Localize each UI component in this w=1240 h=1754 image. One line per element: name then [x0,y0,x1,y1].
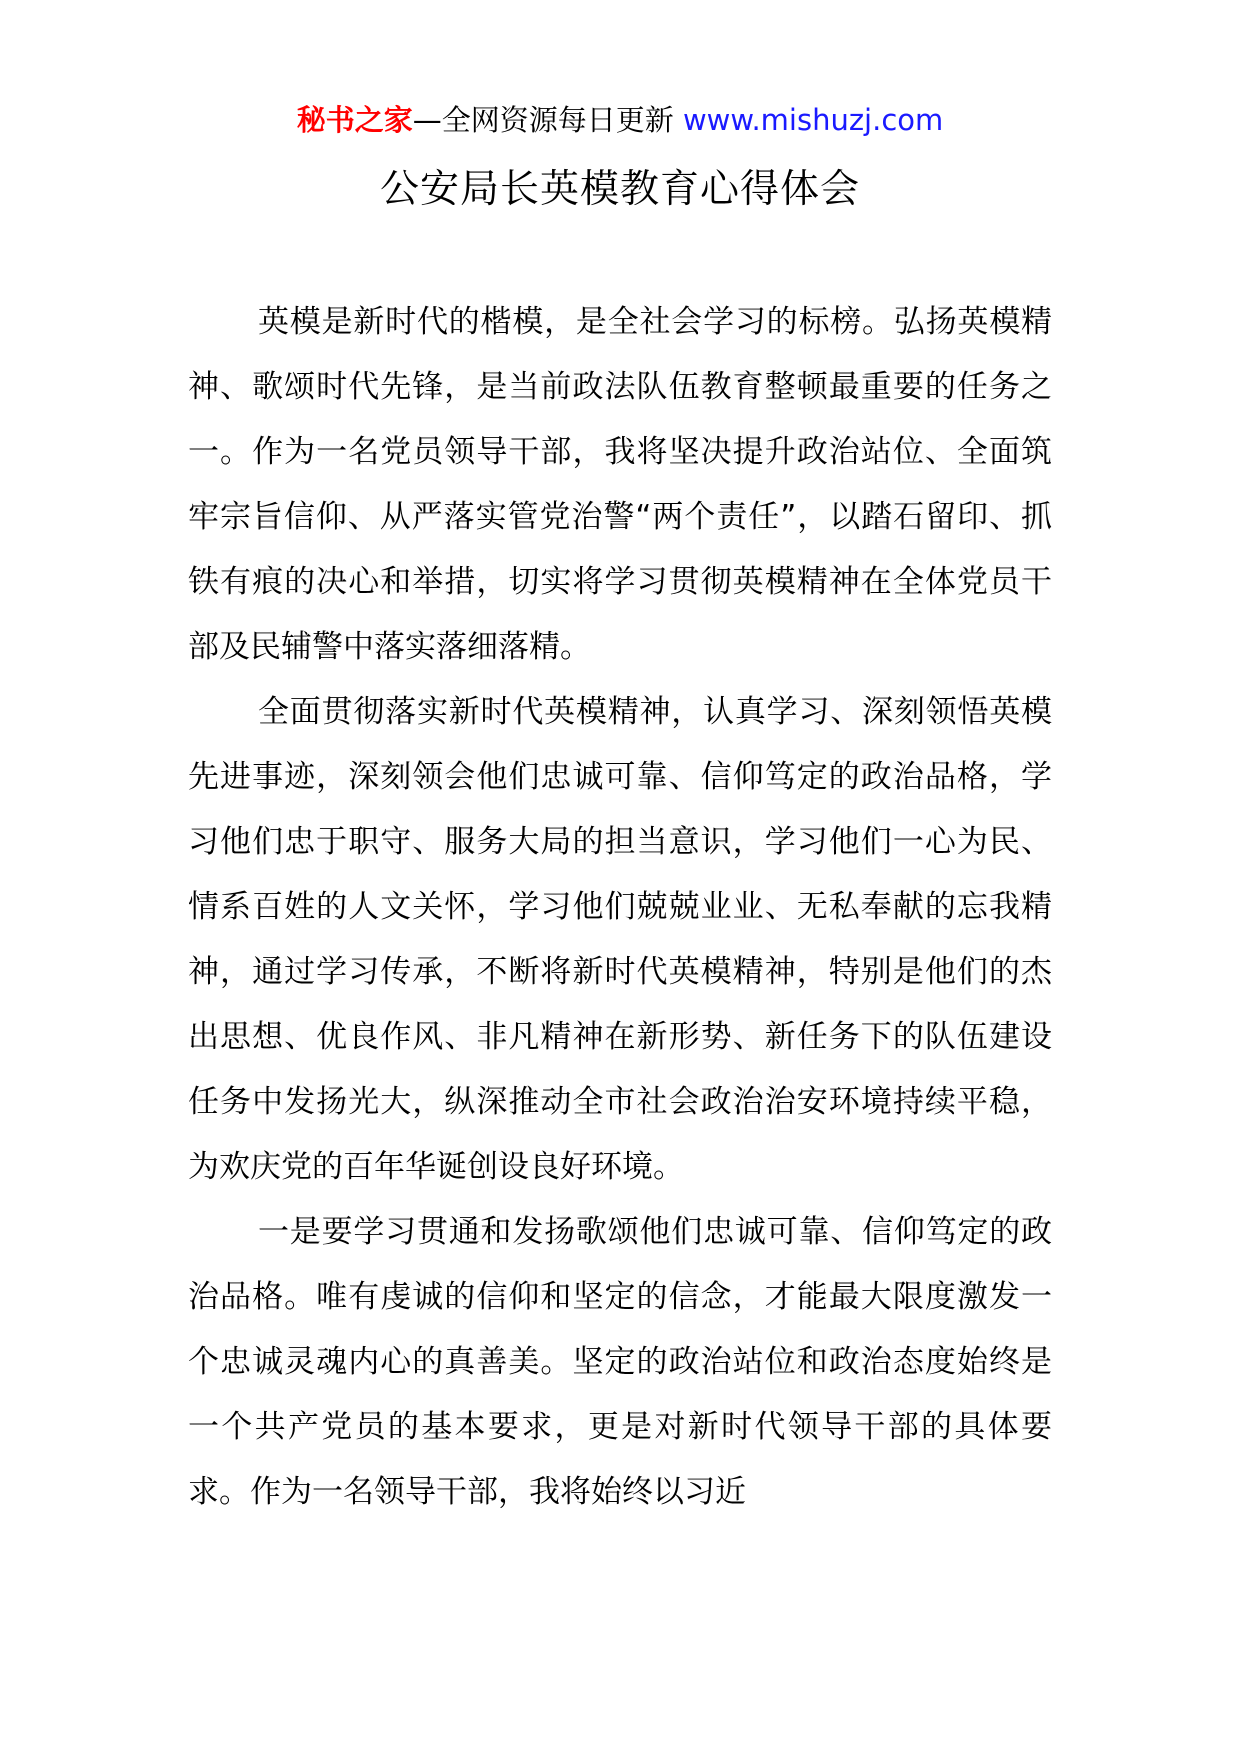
paragraph-2: 全面贯彻落实新时代英模精神，认真学习、深刻领悟英模先进事迹，深刻领会他们忠诚可靠、信仰笃定的政治品格，学习他们忠于职守、服务大局的担当意识，学习他们一心为民、情系百姓的人文关怀，学习他们兢兢业业、无私奉献的忘我精神，通过学习传承，不断将新时代英模精神，特别是他们的杰出思想、优良作风、非凡精神在新形势、新任务下的队伍建设任务中发扬光大，纵深推动全市社会政治治安环境持续平稳，为欢庆党的百年华诞创设良好环境。 [188,694,1052,1185]
site-name: 秘书之家 [296,103,413,137]
document-body [188,290,1052,1525]
site-url-link[interactable]: www.mishuzj.com [682,103,944,137]
site-banner [0,100,1240,140]
paragraph-3: 一是要学习贯通和发扬歌颂他们忠诚可靠、信仰笃定的政治品格。唯有虔诚的信仰和坚定的信念，才能最大限度激发一个忠诚灵魂内心的真善美。坚定的政治站位和政治态度始终是一个共产党员的基本要求，更是对新时代领导干部的具体要求。作为一名领导干部，我将始终以习近 [188,1214,1052,1510]
paragraph-1: 英模是新时代的楷模，是全社会学习的标榜。弘扬英模精神、歌颂时代先锋，是当前政法队伍教育整顿最重要的任务之一。作为一名党员领导干部，我将坚决提升政治站位、全面筑牢宗旨信仰、从严落实管党治警“两个责任”，以踏石留印、抓铁有痕的决心和举措，切实将学习贯彻英模精神在全体党员干部及民辅警中落实落细落精。 [188,304,1052,665]
site-tagline: —全网资源每日更新 [412,103,674,137]
document-title: 公安局长英模教育心得体会 [379,167,860,212]
